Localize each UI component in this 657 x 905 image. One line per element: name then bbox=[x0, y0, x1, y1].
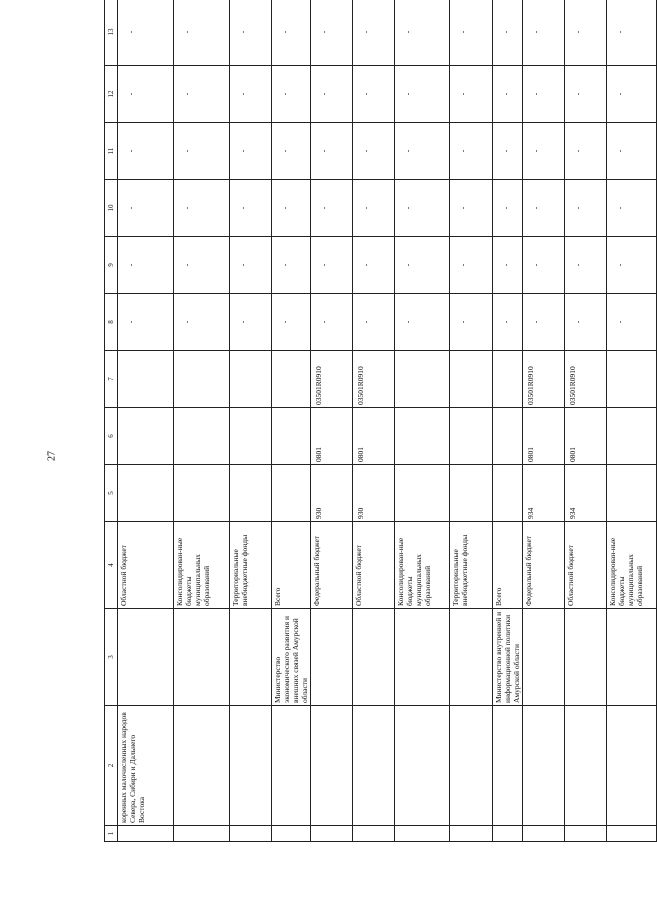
cell-value: - bbox=[493, 66, 523, 123]
col-header: 9 bbox=[105, 237, 118, 294]
cell-value: - bbox=[311, 0, 353, 66]
cell-source: Консолидирован-ные бюджеты муниципальных образований bbox=[607, 522, 657, 609]
table-row bbox=[450, 0, 493, 842]
cell-value: - bbox=[565, 237, 607, 294]
cell-grbs: 934 bbox=[523, 465, 565, 522]
cell-value: - bbox=[311, 180, 353, 237]
cell-executor bbox=[118, 609, 174, 706]
cell-num bbox=[174, 826, 230, 842]
table-row bbox=[174, 0, 230, 842]
cell-program bbox=[450, 706, 493, 826]
cell-value: - bbox=[607, 0, 657, 66]
col-header: 2 bbox=[105, 706, 118, 826]
cell-program bbox=[230, 706, 272, 826]
cell-csr: 03501R0910 bbox=[353, 351, 395, 408]
cell-num bbox=[565, 826, 607, 842]
cell-value: - bbox=[523, 294, 565, 351]
cell-executor bbox=[395, 609, 450, 706]
page-number: 27 bbox=[46, 451, 58, 461]
cell-value: - bbox=[450, 0, 493, 66]
cell-value: - bbox=[230, 0, 272, 66]
cell-executor bbox=[565, 609, 607, 706]
cell-rzpr: 0801 bbox=[523, 408, 565, 465]
cell-grbs bbox=[174, 465, 230, 522]
cell-value: - bbox=[395, 180, 450, 237]
cell-rzpr bbox=[450, 408, 493, 465]
cell-csr bbox=[272, 351, 311, 408]
cell-value: - bbox=[395, 66, 450, 123]
cell-grbs bbox=[450, 465, 493, 522]
cell-num bbox=[493, 826, 523, 842]
cell-value: - bbox=[450, 180, 493, 237]
cell-value: - bbox=[565, 294, 607, 351]
cell-value: - bbox=[493, 123, 523, 180]
table-row bbox=[311, 0, 353, 842]
cell-source: Территориальные внебюджетные фонды bbox=[230, 522, 272, 609]
cell-value: - bbox=[565, 66, 607, 123]
table-row bbox=[118, 0, 174, 842]
cell-value: - bbox=[272, 66, 311, 123]
cell-value: - bbox=[118, 294, 174, 351]
cell-num bbox=[395, 826, 450, 842]
col-header: 13 bbox=[105, 0, 118, 66]
cell-rzpr: 0801 bbox=[311, 408, 353, 465]
cell-rzpr: 0801 bbox=[353, 408, 395, 465]
cell-value: - bbox=[607, 123, 657, 180]
cell-csr bbox=[450, 351, 493, 408]
cell-value: - bbox=[395, 0, 450, 66]
cell-value: - bbox=[230, 123, 272, 180]
cell-source: Консолидирован-ные бюджеты муниципальных образований bbox=[174, 522, 230, 609]
cell-num bbox=[450, 826, 493, 842]
cell-value: - bbox=[174, 180, 230, 237]
col-header: 4 bbox=[105, 522, 118, 609]
cell-value: - bbox=[395, 294, 450, 351]
cell-csr bbox=[395, 351, 450, 408]
cell-rzpr bbox=[118, 408, 174, 465]
cell-value: - bbox=[174, 66, 230, 123]
cell-program bbox=[353, 706, 395, 826]
cell-source: Областной бюджет bbox=[118, 522, 174, 609]
cell-executor bbox=[607, 609, 657, 706]
cell-value: - bbox=[565, 180, 607, 237]
cell-value: - bbox=[118, 180, 174, 237]
cell-source: Областной бюджет bbox=[353, 522, 395, 609]
cell-program bbox=[395, 706, 450, 826]
cell-rzpr bbox=[230, 408, 272, 465]
cell-value: - bbox=[118, 237, 174, 294]
cell-value: - bbox=[353, 237, 395, 294]
cell-num bbox=[311, 826, 353, 842]
cell-value: - bbox=[353, 123, 395, 180]
cell-executor bbox=[174, 609, 230, 706]
cell-rzpr bbox=[174, 408, 230, 465]
cell-value: - bbox=[395, 237, 450, 294]
col-header: 7 bbox=[105, 351, 118, 408]
header-row bbox=[105, 0, 118, 842]
cell-csr bbox=[493, 351, 523, 408]
cell-value: - bbox=[272, 237, 311, 294]
rotated-table-container bbox=[104, 28, 644, 842]
cell-value: - bbox=[493, 294, 523, 351]
cell-value: - bbox=[523, 66, 565, 123]
cell-num bbox=[118, 826, 174, 842]
cell-value: - bbox=[311, 237, 353, 294]
cell-source: Федеральный бюджет bbox=[523, 522, 565, 609]
cell-csr bbox=[174, 351, 230, 408]
col-header: 3 bbox=[105, 609, 118, 706]
cell-program: коренных малочисленных народов Севера, Сибири и Дальнего Востока bbox=[118, 706, 174, 826]
cell-value: - bbox=[311, 66, 353, 123]
table-row bbox=[607, 0, 657, 842]
cell-program bbox=[174, 706, 230, 826]
cell-value: - bbox=[353, 0, 395, 66]
cell-value: - bbox=[493, 180, 523, 237]
cell-value: - bbox=[607, 294, 657, 351]
cell-rzpr bbox=[395, 408, 450, 465]
table-row bbox=[523, 0, 565, 842]
col-header: 12 bbox=[105, 66, 118, 123]
cell-source: Всего bbox=[493, 522, 523, 609]
col-header: 5 bbox=[105, 465, 118, 522]
cell-value: - bbox=[118, 0, 174, 66]
table-row bbox=[493, 0, 523, 842]
col-header: 1 bbox=[105, 826, 118, 842]
cell-value: - bbox=[230, 294, 272, 351]
table-row bbox=[272, 0, 311, 842]
cell-value: - bbox=[450, 237, 493, 294]
cell-value: - bbox=[311, 123, 353, 180]
cell-num bbox=[607, 826, 657, 842]
table-row bbox=[353, 0, 395, 842]
cell-executor bbox=[230, 609, 272, 706]
cell-csr bbox=[607, 351, 657, 408]
cell-program bbox=[565, 706, 607, 826]
table-row bbox=[230, 0, 272, 842]
cell-executor bbox=[450, 609, 493, 706]
cell-program bbox=[607, 706, 657, 826]
cell-source: Консолидирован-ные бюджеты муниципальных образований bbox=[395, 522, 450, 609]
cell-num bbox=[523, 826, 565, 842]
cell-grbs: 930 bbox=[353, 465, 395, 522]
cell-value: - bbox=[174, 237, 230, 294]
cell-grbs bbox=[118, 465, 174, 522]
cell-value: - bbox=[450, 294, 493, 351]
cell-num bbox=[353, 826, 395, 842]
cell-program bbox=[272, 706, 311, 826]
cell-value: - bbox=[272, 180, 311, 237]
cell-value: - bbox=[493, 237, 523, 294]
cell-value: - bbox=[607, 66, 657, 123]
cell-grbs bbox=[272, 465, 311, 522]
cell-grbs bbox=[607, 465, 657, 522]
cell-value: - bbox=[118, 123, 174, 180]
cell-value: - bbox=[272, 294, 311, 351]
budget-table bbox=[104, 0, 657, 842]
cell-value: - bbox=[174, 294, 230, 351]
cell-grbs bbox=[230, 465, 272, 522]
cell-value: - bbox=[395, 123, 450, 180]
cell-value: - bbox=[174, 123, 230, 180]
cell-executor: Министерство экономического развития и внешних связей Амурской области bbox=[272, 609, 311, 706]
cell-program bbox=[311, 706, 353, 826]
cell-grbs bbox=[493, 465, 523, 522]
cell-rzpr bbox=[272, 408, 311, 465]
col-header: 8 bbox=[105, 294, 118, 351]
cell-value: - bbox=[272, 123, 311, 180]
cell-executor bbox=[523, 609, 565, 706]
cell-source: Всего bbox=[272, 522, 311, 609]
cell-rzpr bbox=[493, 408, 523, 465]
cell-value: - bbox=[607, 237, 657, 294]
cell-value: - bbox=[230, 180, 272, 237]
cell-grbs bbox=[395, 465, 450, 522]
cell-num bbox=[230, 826, 272, 842]
col-header: 11 bbox=[105, 123, 118, 180]
cell-csr bbox=[118, 351, 174, 408]
table-row bbox=[565, 0, 607, 842]
cell-value: - bbox=[523, 237, 565, 294]
cell-value: - bbox=[450, 123, 493, 180]
cell-rzpr bbox=[607, 408, 657, 465]
cell-value: - bbox=[353, 180, 395, 237]
cell-program bbox=[523, 706, 565, 826]
cell-value: - bbox=[118, 66, 174, 123]
cell-value: - bbox=[523, 0, 565, 66]
cell-value: - bbox=[353, 66, 395, 123]
cell-value: - bbox=[523, 180, 565, 237]
cell-source: Территориальные внебюджетные фонды bbox=[450, 522, 493, 609]
cell-value: - bbox=[493, 0, 523, 66]
cell-num bbox=[272, 826, 311, 842]
cell-rzpr: 0801 bbox=[565, 408, 607, 465]
cell-value: - bbox=[230, 66, 272, 123]
cell-value: - bbox=[565, 123, 607, 180]
cell-value: - bbox=[607, 180, 657, 237]
cell-value: - bbox=[450, 66, 493, 123]
cell-executor bbox=[311, 609, 353, 706]
cell-source: Федеральный бюджет bbox=[311, 522, 353, 609]
cell-value: - bbox=[353, 294, 395, 351]
cell-executor bbox=[353, 609, 395, 706]
cell-program bbox=[493, 706, 523, 826]
col-header: 6 bbox=[105, 408, 118, 465]
cell-grbs: 934 bbox=[565, 465, 607, 522]
cell-value: - bbox=[523, 123, 565, 180]
cell-value: - bbox=[174, 0, 230, 66]
col-header: 10 bbox=[105, 180, 118, 237]
cell-value: - bbox=[230, 237, 272, 294]
cell-value: - bbox=[272, 0, 311, 66]
cell-csr: 03501R0910 bbox=[565, 351, 607, 408]
table-row bbox=[395, 0, 450, 842]
cell-csr: 03501R0910 bbox=[311, 351, 353, 408]
cell-grbs: 930 bbox=[311, 465, 353, 522]
cell-csr bbox=[230, 351, 272, 408]
cell-value: - bbox=[565, 0, 607, 66]
cell-csr: 03501R0910 bbox=[523, 351, 565, 408]
cell-value: - bbox=[311, 294, 353, 351]
cell-executor: Министерство внутренней и информационной политики Амурской области bbox=[493, 609, 523, 706]
cell-source: Областной бюджет bbox=[565, 522, 607, 609]
